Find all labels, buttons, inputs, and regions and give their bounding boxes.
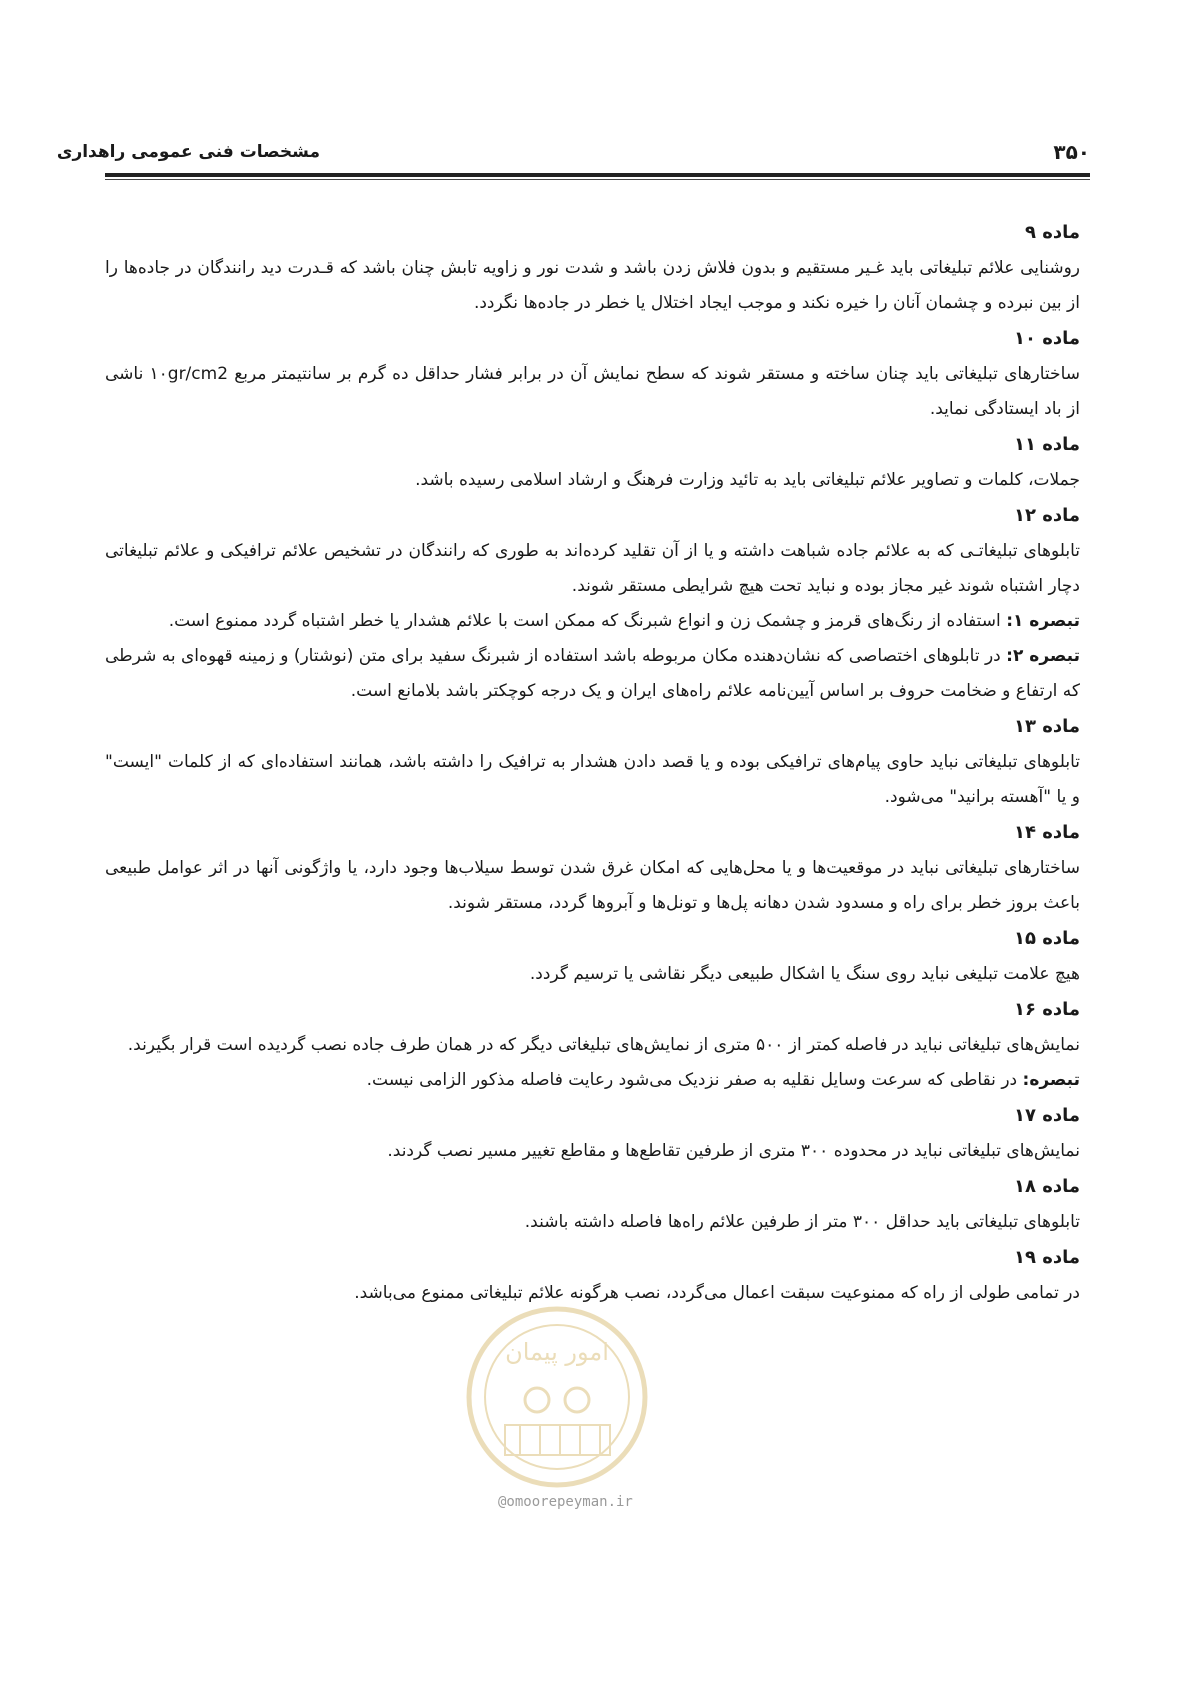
article-heading: ماده ۱۴ [1013,822,1080,843]
article-14 [105,815,1080,921]
header-rule-thin [105,179,1090,180]
article-heading: ماده ۱۰ [1013,328,1080,349]
article-heading: ماده ۱۷ [1013,1105,1080,1126]
article-heading: ماده ۱۲ [1013,505,1080,526]
article-15 [105,921,1080,992]
article-heading: ماده ۱۵ [1013,928,1080,949]
note-text: در تابلوهای اختصاصی که نشان‌دهنده مکان مربوطه باشد استفاده از شبرنگ سفید برای متن (نوشتار) و زمینه قهوه‌ای به شرطی که ارتفاع و ضخامت حروف بر اساس آیین‌نامه علائم راه‌های ایران و یک درجه کوچکتر باشد بلامانع است. [105,646,1080,701]
article-text: تابلوهای تبلیغاتی باید حداقل ۳۰۰ متر از طرفین علائم راه‌ها فاصله داشته باشند. [524,1212,1080,1232]
article-18 [105,1169,1080,1240]
note-label: تبصره: [1022,1070,1080,1090]
note-text: استفاده از رنگ‌های قرمز و چشمک زن و انواع شبرنگ که ممکن است با علائم هشدار یا خطر اشتباه گردد ممنوع است. [168,611,1001,631]
article-16 [105,992,1080,1098]
article-text: ساختارهای تبلیغاتی نباید در موقعیت‌ها و یا محل‌هایی که امکان غرق شدن توسط سیلاب‌ها وجود دارد، یا واژگونی آنها در اثر عوامل طبیعی باعث بروز خطر برای راه و مسدود شدن دهانه پل‌ها و تونل‌ها و آبروها گردد، مستقر شوند. [105,858,1080,913]
article-text: نمایش‌های تبلیغاتی نباید در فاصله کمتر از ۵۰۰ متری از نمایش‌های تبلیغاتی دیگر که در همان طرف جاده نصب گردیده است قرار بگیرند. [127,1035,1080,1055]
article-19 [105,1240,1080,1311]
page-number: ۳۵۰ [1053,140,1090,164]
article-text: در تمامی طولی از راه که ممنوعیت سبقت اعمال می‌گردد، نصب هرگونه علائم تبلیغاتی ممنوع می‌باشد. [354,1283,1080,1303]
article-text: روشنایی علائم تبلیغاتی باید غـیر مستقیم و بدون فلاش زدن باشد و شدت نور و زاویه تابش چنان باشد که قـدرت دید رانندگان در جاده‌ها را از بین نبرده و چشمان آنان را خیره نکند و موجب ایجاد اختلال یا خطر در جاده‌ها نگردد. [105,258,1080,313]
article-10 [105,321,1080,427]
article-9 [105,215,1080,321]
note-1 [105,604,1080,639]
header-rule-thick [105,173,1090,177]
document-body [105,215,1080,1311]
article-heading: ماده ۱۸ [1013,1176,1080,1197]
note-label: تبصره ۲: [1006,646,1080,666]
seal-text: امور پیمان [505,1338,609,1366]
note [105,1063,1080,1098]
article-12 [105,498,1080,709]
article-text: هیچ علامت تبلیغی نباید روی سنگ یا اشکال طبیعی دیگر نقاشی یا ترسیم گردد. [529,964,1080,984]
article-17 [105,1098,1080,1169]
watermark-seal [465,1305,650,1490]
article-text: تابلوهای تبلیغاتـی که به علائم جاده شباهت داشته و یا از آن تقلید کرده‌اند به طوری که رانندگان در تشخیص علائم ترافیکی و علائم تبلیغاتی دچار اشتباه شوند غیر مجاز بوده و نباید تحت هیچ شرایطی مستقر شوند. [105,541,1080,596]
running-title: مشخصات فنی عمومی راهداری [56,142,320,162]
note-text: در نقاطی که سرعت وسایل نقلیه به صفر نزدیک می‌شود رعایت فاصله مذکور الزامی نیست. [366,1070,1018,1090]
note-2 [105,639,1080,709]
article-text: تابلوهای تبلیغاتی نباید حاوی پیام‌های ترافیکی بوده و یا قصد دادن هشدار به ترافیک را داشته باشد، همانند استفاده‌ای که از کلمات "ایست" و یا "آهسته برانید" می‌شود. [105,752,1080,807]
article-text: نمایش‌های تبلیغاتی نباید در محدوده ۳۰۰ متری از طرفین تقاطع‌ها و مقاطع تغییر مسیر نصب گردند. [387,1141,1080,1161]
article-text: جملات، کلمات و تصاویر علائم تبلیغاتی باید به تائید وزارت فرهنگ و ارشاد اسلامی رسیده باشد. [415,470,1080,490]
article-heading: ماده ۱۱ [1013,434,1080,455]
watermark-url: @omoorepeyman.ir [498,1494,633,1510]
article-11 [105,427,1080,498]
article-heading: ماده ۱۹ [1013,1247,1080,1268]
article-heading: ماده ۱۶ [1013,999,1080,1020]
note-label: تبصره ۱: [1006,611,1080,631]
page-header [56,138,1090,168]
article-heading: ماده ۱۳ [1013,716,1080,737]
article-heading: ماده ۹ [1024,222,1080,243]
article-text: ساختارهای تبلیغاتی باید چنان ساخته و مستقر شوند که سطح نمایش آن در برابر فشار حداقل ده گرم بر سانتیمتر مربع ۱۰gr/cm2 ناشی از باد ایستادگی نماید. [105,364,1080,419]
article-13 [105,709,1080,815]
